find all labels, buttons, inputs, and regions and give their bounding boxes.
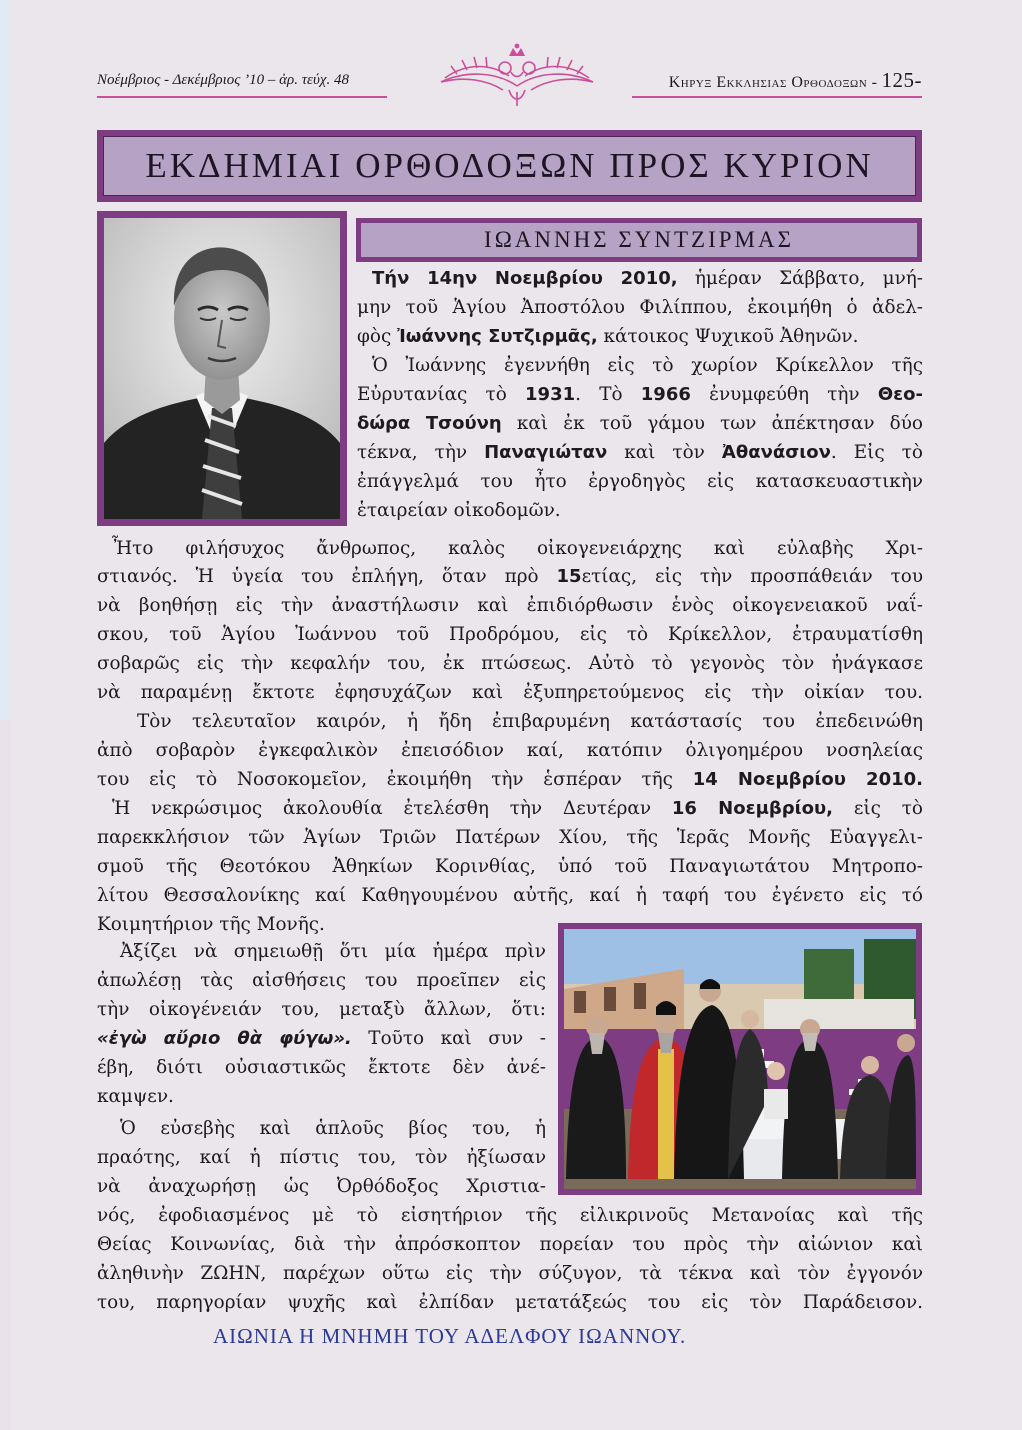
text-line-31: πραότης, καί ἡ πίστις του, τὸν ἠξίωσαν bbox=[97, 1147, 546, 1168]
text-span: κάτοικος Ψυχικοῦ Ἀθηνῶν. bbox=[597, 326, 859, 347]
text-line-28: έβη, διότι οὐσιαστικῶς ἔκτοτε δὲν ἀνέ- bbox=[97, 1057, 546, 1078]
page-number: 125- bbox=[881, 68, 922, 92]
portrait-photo bbox=[104, 218, 340, 519]
text-line-29: καμψεν. bbox=[97, 1086, 174, 1107]
text-span: εἰς τὸ bbox=[833, 798, 924, 819]
text-span: ἐνυμφεύθη τὴν bbox=[690, 384, 878, 405]
text-line-3 bbox=[357, 328, 858, 346]
page-header bbox=[97, 58, 922, 108]
text-line-5 bbox=[357, 386, 923, 404]
person-name: ΙΩΑΝΝΗΣ ΣΥΝΤΖΙΡΜΑΣ bbox=[361, 223, 917, 257]
text-line-16: Τὸν τελευταῖον καιρόν, ἡ ἤδη ἐπιβαρυμένη κατάστασίς του ἐπεδεινώθη bbox=[137, 711, 923, 732]
text-line-18 bbox=[97, 771, 923, 789]
text-line-7 bbox=[357, 444, 923, 462]
bold-year: 1931 bbox=[525, 384, 576, 405]
bold-date: 16 Νοεμβρίου, bbox=[671, 798, 834, 819]
journal-name: Κηρυξ Εκκλησιας Ορθοδοξων - bbox=[668, 74, 878, 91]
text-span: ετίας, εἰς τὴν προσπάθειάν του bbox=[581, 566, 923, 587]
text-line-15: νὰ παραμένῃ ἔκτοτε ἐφησυχάζων καὶ ἐξυπηρετούμενος εἰς τὴν οἰκίαν του. bbox=[97, 682, 923, 703]
header-rule-right bbox=[632, 96, 922, 98]
text-span: Τοῦτο καὶ συν - bbox=[351, 1028, 546, 1049]
double-headed-eagle-emblem bbox=[437, 42, 597, 108]
text-span: καὶ τὸν bbox=[607, 442, 722, 463]
text-line-14: σοβαρῶς εἰς τὴν κεφαλήν του, ἐκ πτώσεως. Αὐτὸ τὸ γεγονὸς τὸν ἠνάγκασε bbox=[97, 653, 923, 674]
bold-number: 15 bbox=[556, 566, 582, 587]
text-line-30: Ὁ εὐσεβὴς καὶ ἁπλοῦς βίος του, ἡ bbox=[120, 1118, 546, 1139]
bold-name: Παναγιώταν bbox=[484, 442, 608, 463]
issue-info: Νοέμβριος - Δεκέμβριος ’10 – ἀρ. τεύχ. 48 bbox=[97, 72, 349, 88]
text-line-23: Κοιμητήριον τῆς Μονῆς. bbox=[97, 914, 325, 935]
text-line-13: σκου, τοῦ Ἁγίου Ἰωάννου τοῦ Προδρόμου, εἰς τὸ Κρίκελλον, ἐτραυματίσθη bbox=[97, 624, 923, 645]
text-span: Ἡ νεκρώσιμος ἀκολουθία ἐτελέσθη τὴν Δευτέραν bbox=[112, 798, 672, 819]
text-line-32: νὰ ἀναχωρήσῃ ὡς Ὀρθόδοξος Χριστια- bbox=[97, 1176, 546, 1197]
text-span: φὸς bbox=[357, 326, 398, 347]
section-banner bbox=[97, 130, 922, 202]
text-line-1 bbox=[372, 270, 923, 288]
bold-date: 14 Νοεμβρίου 2010. bbox=[692, 769, 923, 790]
text-line-19 bbox=[112, 800, 923, 818]
text-span: του εἰς τὸ Νοσοκομεῖον, ἐκοιμήθη τὴν ἑσπέραν τῆς bbox=[97, 769, 693, 790]
text-span: τέκνα, τὴν bbox=[357, 442, 485, 463]
text-span: καὶ ἐκ τοῦ γάμου των ἀπέκτησαν δύο bbox=[501, 413, 924, 434]
text-line-17: ἀπὸ σοβαρὸν ἐγκεφαλικὸν ἐπεισόδιον καί, κατόπιν ὀλιγοημέρου νοσηλείας bbox=[97, 740, 923, 761]
portrait-frame bbox=[97, 211, 347, 526]
bold-name: Θεο- bbox=[877, 384, 923, 405]
bold-name: Ἰωάννης Συτζιρμᾶς, bbox=[397, 326, 598, 347]
text-span: . Εἰς τὸ bbox=[830, 442, 923, 463]
closing-line: ΑΙΩΝΙΑ Η ΜΝΗΜΗ ΤΟΥ ΑΔΕΛΦΟΥ ΙΩΑΝΝΟΥ. bbox=[213, 1324, 687, 1348]
text-span: στιανός. Ἡ ὑγεία του ἐπλήγη, ὅταν πρὸ bbox=[97, 566, 557, 587]
text-line-34: Θείας Κοινωνίας, διὰ τὴν ἀπρόσκοπτον πορείαν του πρὸς τὴν αἰώνιον καὶ bbox=[97, 1234, 923, 1255]
left-margin-strip bbox=[0, 0, 10, 720]
text-line-35: ἀληθινὴν ΖΩΗΝ, παρέχων οὕτω εἰς τὴν σύζυγον, τὰ τέκνα καὶ τὸν ἐγγονόν bbox=[97, 1263, 923, 1284]
bold-name: Ἀθανάσιον bbox=[721, 442, 831, 463]
bold-date: Τήν 14ην Νοεμβρίου 2010, bbox=[372, 268, 678, 289]
text-line-8: ἐπάγγελμά του ἦτο ἐργοδηγὸς εἰς κατασκευαστικὴν bbox=[357, 471, 923, 492]
text-line-33: νός, ἐφοδιασμένος μὲ τὸ εἰσητήριον τῆς εἰλικρινοῦς Μετανοίας καὶ τῆς bbox=[97, 1205, 923, 1226]
text-line-6 bbox=[357, 415, 923, 433]
text-line-27 bbox=[97, 1030, 546, 1048]
journal-title bbox=[669, 68, 922, 93]
funeral-photo bbox=[564, 929, 916, 1189]
text-line-4: Ὁ Ἰωάννης ἐγεννήθη εἰς τὸ χωρίον Κρίκελλον τῆς bbox=[372, 355, 923, 376]
person-name-box bbox=[356, 218, 922, 262]
text-line-25: ἀπωλέσῃ τὰς αἰσθήσεις του προεῖπεν εἰς bbox=[97, 970, 546, 991]
funeral-photo-frame bbox=[558, 923, 922, 1195]
text-line-9: ἑταιρείαν οἰκοδομῶν. bbox=[357, 500, 561, 521]
text-span: . Τὸ bbox=[575, 384, 641, 405]
header-rule-left bbox=[97, 96, 387, 98]
text-line-21: σμοῦ τῆς Θεοτόκου Ἀθηκίων Κορινθίας, ὑπό τοῦ Παναγιωτάτου Μητροπο- bbox=[97, 856, 923, 877]
bold-year: 1966 bbox=[640, 384, 691, 405]
bold-name: δώρα Τσούνη bbox=[357, 413, 502, 434]
text-line-2: μην τοῦ Ἁγίου Ἀποστόλου Φιλίππου, ἐκοιμήθη ὁ ἀδελ- bbox=[357, 297, 923, 318]
text-line-36: του, παρηγορίαν ψυχῆς καὶ ἐλπίδαν μετατάξεώς του εἰς τὸν Παράδεισον. bbox=[97, 1292, 923, 1313]
bold-quote: «ἐγὼ αὔριο θὰ φύγω». bbox=[97, 1028, 352, 1049]
text-line-26: τὴν οἰκογένειάν του, μεταξὺ ἄλλων, ὅτι: bbox=[97, 999, 546, 1020]
text-line-12: νὰ βοηθήσῃ εἰς τὴν ἀναστήλωσιν καὶ ἐπιδιόρθωσιν ἑνὸς οἰκογενειακοῦ ναΐ- bbox=[97, 595, 923, 616]
text-line-24: Ἀξίζει νὰ σημειωθῇ ὅτι μία ἡμέρα πρὶν bbox=[120, 941, 546, 962]
text-line-10: Ἦτο φιλήσυχος ἄνθρωπος, καλὸς οἰκογενειάρχης καὶ εὐλαβὴς Χρι- bbox=[112, 538, 923, 559]
text-line-11 bbox=[97, 568, 923, 586]
text-line-20: παρεκκλήσιον τῶν Ἁγίων Τριῶν Πατέρων Χίου, τῆς Ἱερᾶς Μονῆς Εὐαγγελι- bbox=[97, 827, 923, 848]
text-span: Εὐρυτανίας τὸ bbox=[357, 384, 526, 405]
text-line-22: λίτου Θεσσαλονίκης καί Καθηγουμένου αὐτῆς, καί ἡ ταφή του ἐγένετο εἰς τό bbox=[97, 885, 923, 906]
text-span: ἡμέραν Σάββατο, μνή- bbox=[677, 268, 923, 289]
section-title: ΕΚΔΗΜΙΑΙ ΟΡΘΟΔΟΞΩΝ ΠΡΟΣ ΚΥΡΙΟΝ bbox=[103, 136, 916, 196]
